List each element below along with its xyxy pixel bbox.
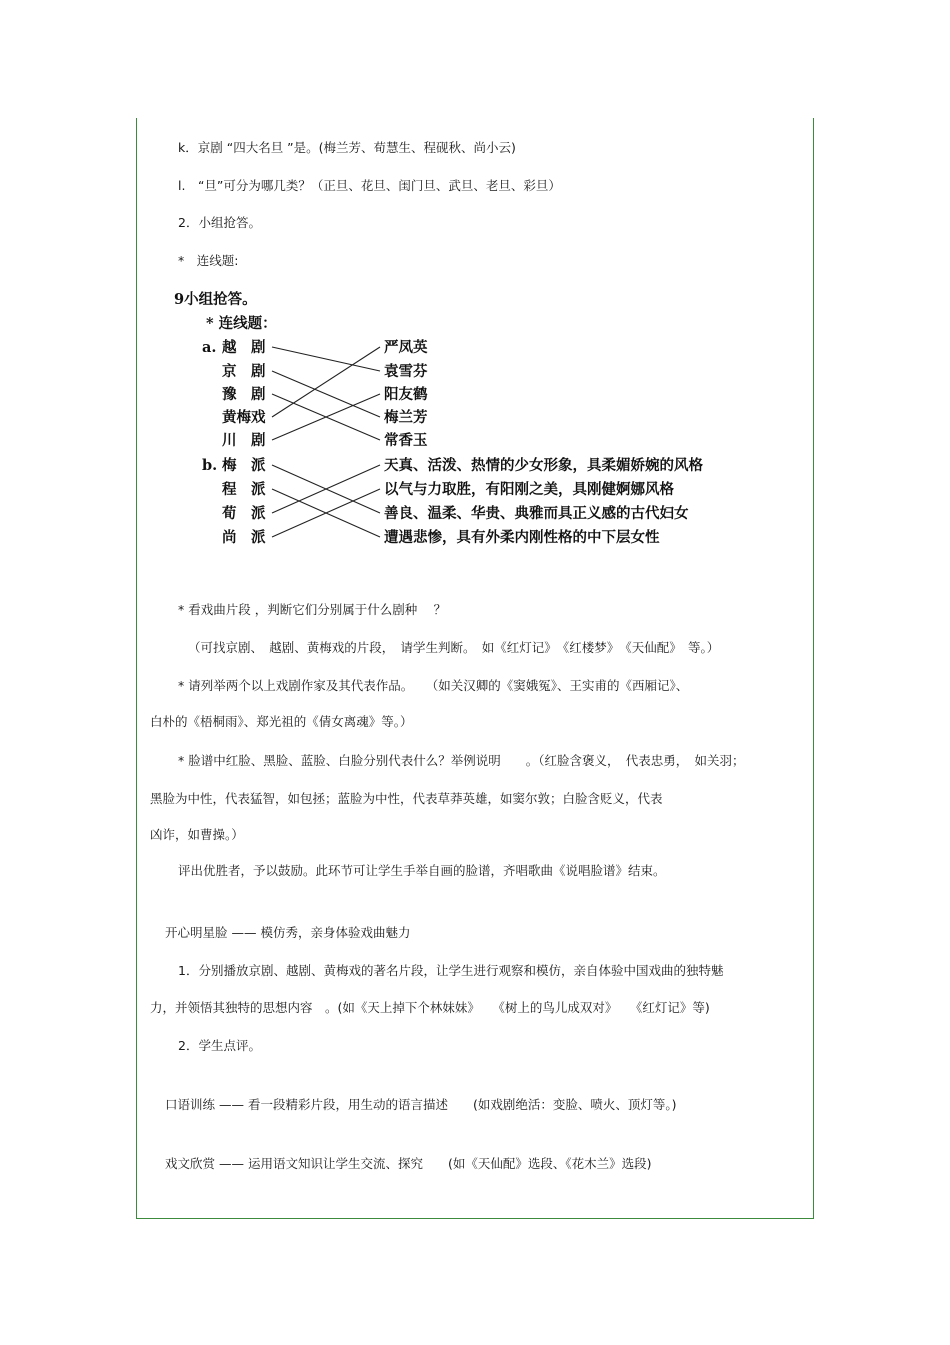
left-a-3: 豫 剧 (222, 386, 266, 403)
right-a-1: 严凤英 (384, 339, 428, 356)
mask-question-3: 凶诈，如曹操。） (150, 827, 244, 842)
link-a-4 (272, 347, 380, 417)
part-a-marker: a. (202, 339, 217, 356)
question-k: k．京剧 “四大名旦 ”是。(梅兰芳、荀慧生、程砚秋、尚小云) (178, 140, 516, 155)
left-b-4: 尚 派 (222, 529, 266, 546)
mask-question-1: * 脸谱中红脸、黑脸、蓝脸、白脸分别代表什么？举例说明 。（红脸含褒义， 代表忠勇， 如关羽； (178, 753, 745, 768)
group-quiz-heading: 2．小组抢答。 (178, 215, 261, 230)
right-b-1: 天真、活泼、热情的少女形象，具柔媚娇婉的风格 (384, 457, 703, 474)
section-oral-training: 口语训练 —— 看一段精彩片段，用生动的语言描述 (如戏剧绝活：变脸、喷火、顶灯等。) (165, 1097, 677, 1112)
section-star-face: 开心明星脸 —— 模仿秀，亲身体验戏曲魅力 (165, 925, 411, 940)
right-a-2: 袁雪芬 (384, 363, 428, 380)
left-b-1: 梅 派 (222, 457, 266, 474)
right-a-3: 阳友鹤 (384, 386, 428, 403)
winner-note: 评出优胜者，予以鼓励。此环节可让学生手举自画的脸谱，齐唱歌曲《说唱脸谱》结束。 (178, 863, 666, 878)
left-a-1: 越 剧 (222, 339, 266, 356)
left-a-4: 黄梅戏 (222, 409, 266, 426)
part-b-marker: b. (202, 457, 218, 474)
right-a-4: 梅兰芳 (384, 409, 428, 426)
right-a-5: 常香玉 (384, 432, 428, 449)
mask-question-2: 黑脸为中性，代表猛智，如包拯；蓝脸为中性，代表草莽英雄，如窦尔敦；白脸含贬义，代表 (150, 791, 663, 806)
link-a-1 (272, 347, 380, 371)
figure-subheading: * 连线题： (206, 315, 277, 332)
link-a-2 (272, 371, 380, 417)
left-a-5: 川 剧 (222, 432, 266, 449)
watch-clip-answer: （可找京剧、 越剧、黄梅戏的片段， 请学生判断。 如《红灯记》 《红楼梦》 《天仙配》 等。） (188, 640, 720, 655)
playwright-question-1: * 请列举两个以上戏剧作家及其代表作品。 （如关汉卿的《窦娥冤》、王实甫的《西厢记》、 (178, 678, 689, 693)
right-b-4: 遭遇悲惨，具有外柔内刚性格的中下层女性 (384, 529, 660, 546)
left-a-2: 京 剧 (222, 363, 266, 380)
matching-heading: * 连线题: (178, 253, 239, 268)
playwright-question-2: 白朴的《梧桐雨》、郑光祖的《倩女离魂》等。） (150, 714, 413, 729)
left-b-2: 程 派 (222, 481, 266, 498)
right-b-2: 以气与力取胜，有阳刚之美，具刚健婀娜风格 (384, 481, 674, 498)
matching-figure (174, 286, 734, 556)
imitate-step-1a: 1．分别播放京剧、越剧、黄梅戏的著名片段，让学生进行观察和模仿，亲自体验中国戏曲的独特魅 (178, 963, 724, 978)
watch-clip-question: * 看戏曲片段 ，判断它们分别属于什么剧种 ？ (178, 602, 447, 617)
imitate-step-2: 2．学生点评。 (178, 1038, 261, 1053)
left-b-3: 荀 派 (222, 505, 266, 522)
figure-heading: 9小组抢答。 (174, 291, 257, 308)
section-script-appreciation: 戏文欣赏 —— 运用语文知识让学生交流、探究 (如《天仙配》选段、《花木兰》选段) (165, 1156, 652, 1171)
imitate-step-1b: 力，并领悟其独特的思想内容 。(如《天上掉下个林妹妹》 《树上的鸟儿成双对》 《红灯记》等) (150, 1000, 710, 1015)
right-b-3: 善良、温柔、华贵、典雅而具正义感的古代妇女 (384, 505, 689, 522)
question-l: l. “旦”可分为哪几类？（正旦、花旦、闺门旦、武旦、老旦、彩旦） (178, 178, 561, 193)
